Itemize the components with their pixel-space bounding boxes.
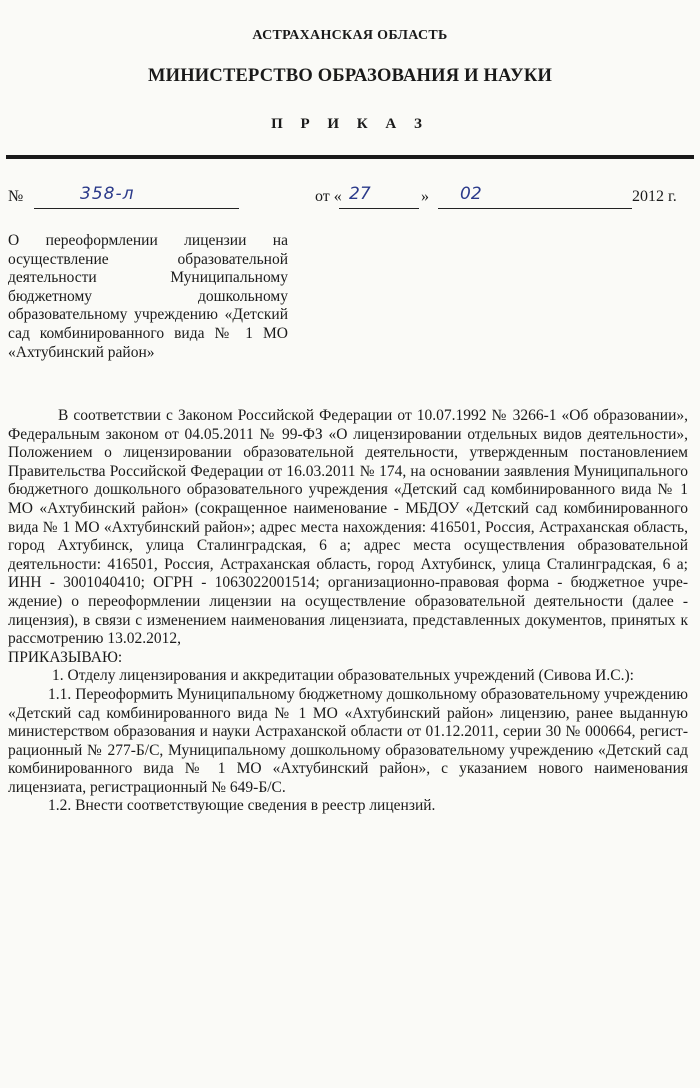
date-from-label: от « bbox=[315, 188, 342, 205]
item-1-1-paragraph: 1.1. Переоформить Муниципальному бюджетному дошкольному образовательному учреждению «Детский сад комбинированного вида № 1 МО «Ахтубинский район» лицензию, ранее выданную министерством образования и науки Астраханской области от 01.12.2011, серии 30 № 000664, регистрационный № 277-Б/С, Муниципальному дошкольному образовательному учреждению «Детский сад комбинированного вида № 1 МО «Ахтубинский район», с указанием нового наименования лицензиата, регистрационный № 649-Б/С. bbox=[8, 685, 688, 796]
date-month-value: 02 bbox=[460, 184, 482, 204]
order-number-date-row bbox=[8, 184, 688, 218]
order-number-value: 358-л bbox=[80, 184, 135, 204]
date-day-close-quote: » bbox=[421, 188, 429, 205]
number-label: № bbox=[8, 188, 24, 205]
item-1-paragraph: 1. Отделу лицензирования и аккредитации образовательных учреждений (Сивова И.С.): bbox=[52, 667, 634, 685]
month-underline bbox=[438, 208, 632, 209]
preamble-paragraph: В соответствии с Законом Российской Федерации от 10.07.1992 № 3266-1 «Об образовании», Федеральным законом от 04.05.2011 № 99-ФЗ «О лицензировании отдельных видов деятельности», Положением о лицензировании образовательной деятельности, утвержденным постановлением Правительства Российской Федерации от 16.03.2011 № 174, на основании заявления Муниципального бюджетного дошкольного образовательного учреждения «Детский сад комбинированного вида № 1 МО «Ахтубинский район» (сокращенное наименование - МБДОУ «Детский сад комбинированного вида № 1 МО «Ахтубинский район»; адрес места нахождения: 416501, Россия, Астраханская область, город Ахтубинск, улица Сталинградская, 6 а; адрес места осуществления образовательной деятельности: 416501, Россия, Астраханская область, город Ахтубинск, улица Сталинградская, 6 а; ИНН - 3001040410; ОГРН - 1063022001514; организационно-правовая форма - бюджетное учреждение) о переоформлении лицензии на осуществление образовательной деятельности (далее - лицензия), в связи с изменением наименования лицензиата, представленных документов, принятых к рассмотрению 13.02.2012, bbox=[8, 407, 688, 648]
item-1-2-paragraph: 1.2. Внести соответствующие сведения в реестр лицензий. bbox=[48, 797, 436, 815]
number-underline bbox=[34, 208, 239, 209]
ministry-heading: МИНИСТЕРСТВО ОБРАЗОВАНИЯ И НАУКИ bbox=[147, 66, 553, 86]
order-word: ПРИКАЗЫВАЮ: bbox=[8, 648, 123, 666]
date-day-value: 27 bbox=[349, 184, 371, 204]
date-year: 2012 г. bbox=[632, 188, 677, 205]
document-type-heading: П Р И К А З bbox=[271, 116, 429, 132]
order-body bbox=[8, 407, 688, 816]
day-underline bbox=[339, 208, 419, 209]
header-divider bbox=[6, 155, 694, 159]
region-heading: АСТРАХАНСКАЯ ОБЛАСТЬ bbox=[252, 28, 448, 43]
order-subject: О переоформлении лицензии на осуществление образовательной деятельности Муниципальному бюджетному дошкольному образовательному учреждению «Детский сад комбинированного вида № 1 МО «Ахтубинский район» bbox=[8, 232, 288, 361]
